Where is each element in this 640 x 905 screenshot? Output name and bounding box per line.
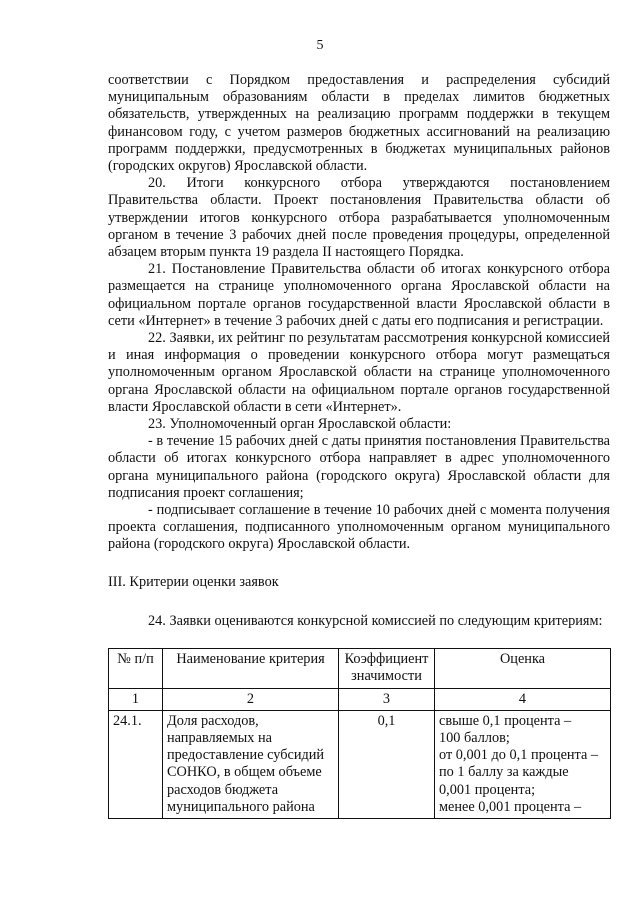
criteria-table: [108, 648, 611, 819]
paragraph-23: 23. Уполномоченный орган Ярославской области:: [148, 416, 452, 433]
criterion-name-line: направляемых на: [167, 729, 272, 746]
section-heading: III. Критерии оценки заявок: [108, 573, 279, 590]
numbering-cell: 1: [109, 688, 163, 710]
header-criterion-name: Наименование критерия: [163, 649, 339, 688]
table-header-row: [109, 649, 611, 688]
header-number: № п/п: [109, 649, 163, 688]
criterion-name: [163, 710, 339, 818]
score-line: свыше 0,1 процента –: [439, 712, 572, 729]
criterion-name-line: СОНКО, в общем объеме: [167, 764, 322, 781]
paragraph-20: 20. Итоги конкурсного отбора утверждаются постановлением Правительства области. Проект постановления Правительства области об утверждении итогов конкурсного отбора разрабатывается уполномоченным органом в течение 3 рабочих дней после проведения процедуры, определенной абзацем вторым пункта 19 раздела II настоящего Порядка.: [108, 175, 610, 261]
numbering-cell: 4: [435, 688, 611, 710]
score-description: [435, 710, 611, 818]
document-body: [108, 72, 610, 819]
criteria-intro: 24. Заявки оцениваются конкурсной комиссией по следующим критериям:: [148, 612, 603, 629]
paragraph-21: 21. Постановление Правительства области об итогах конкурсного отбора размещается на странице уполномоченного органа Ярославской области на официальном портале органов государственной власти Ярославской области в сети «Интернет» в течение 3 рабочих дней с даты его подписания и регистрации.: [108, 261, 610, 329]
criterion-name-line: предоставление субсидий: [167, 747, 325, 764]
header-score: Оценка: [435, 649, 611, 688]
page-number: 5: [316, 38, 324, 53]
score-line: по 1 баллу за каждые: [439, 764, 569, 781]
paragraph-23-item-2: - подписывает соглашение в течение 10 рабочих дней с момента получения проекта соглашения, подписанного уполномоченным органом муниципального района (городского округа) Ярославской области.: [108, 502, 610, 553]
criterion-name-line: расходов бюджета: [167, 781, 279, 798]
paragraph-23-item-1: - в течение 15 рабочих дней с даты принятия постановления Правительства области об итогах конкурсного отбора направляет в адрес уполномоченного органа муниципального района (городского округа) Ярославской области для подписания проект соглашения;: [108, 433, 610, 501]
numbering-cell: 2: [163, 688, 339, 710]
criterion-name-line: муниципального района: [167, 798, 315, 815]
table-numbering-row: [109, 688, 611, 710]
row-number: 24.1.: [109, 710, 163, 818]
criterion-name-line: Доля расходов,: [167, 712, 259, 729]
table-row: [109, 710, 611, 818]
paragraph: соответствии с Порядком предоставления и распределения субсидий муниципальным образованиям области в пределах лимитов бюджетных обязательств, утвержденных на реализацию программ поддержки в текущем финансовом году, с учетом размеров бюджетных ассигнований на реализацию программ поддержки, предусмотренных в бюджетах муниципальных районов (городских округов) Ярославской области.: [108, 72, 610, 175]
score-line: 0,001 процента;: [439, 781, 536, 798]
score-line: менее 0,001 процента –: [439, 798, 582, 815]
paragraph-22: 22. Заявки, их рейтинг по результатам рассмотрения конкурсной комиссией и иная информация о проведении конкурсного отбора могут размещаться уполномоченным органом Ярославской области на странице уполномоченного органа Ярославской области на официальном портале органов государственной власти Ярославской области в сети «Интернет».: [108, 330, 610, 415]
coefficient-value: 0,1: [339, 710, 435, 818]
score-line: от 0,001 до 0,1 процента –: [439, 747, 599, 764]
numbering-cell: 3: [339, 688, 435, 710]
score-line: 100 баллов;: [439, 729, 510, 746]
header-coefficient: Коэффициент значимости: [339, 649, 435, 688]
